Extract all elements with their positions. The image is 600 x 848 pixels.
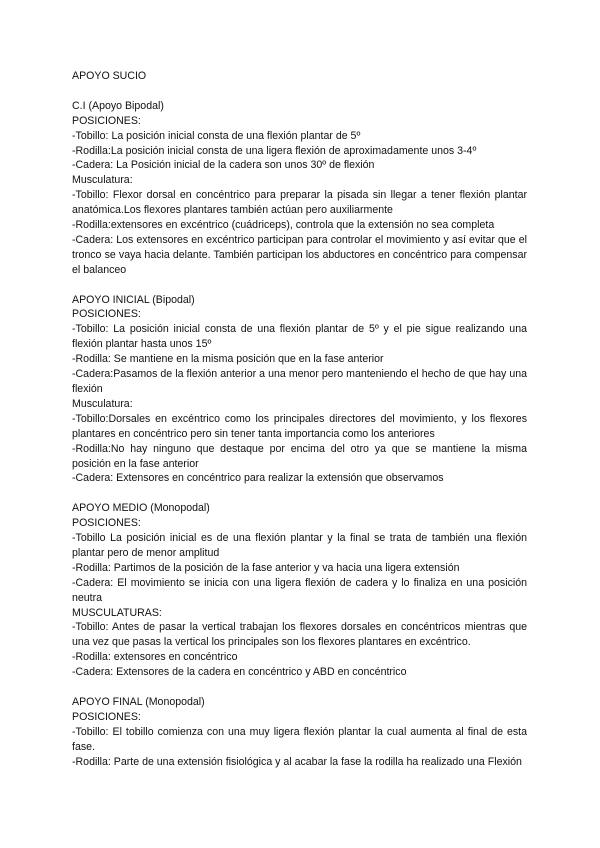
positions-label: POSICIONES: xyxy=(72,308,141,321)
position-item: -Tobillo: El tobillo comienza con una muy ligera flexión plantar la cual aumenta al final de esta fase. xyxy=(72,725,527,753)
section-heading: APOYO INICIAL (Bipodal) xyxy=(72,293,195,306)
muscle-item: -Tobillo:Dorsales en excéntrico como los principales directores del movimiento, y los flexores plantares en concéntrico pero sin tener tanta importancia como los anteriores xyxy=(72,412,527,440)
position-item: -Rodilla: Parte de una extensión fisiológica y al acabar la fase la rodilla ha realizado una Flexión xyxy=(72,755,522,768)
muscles-label: MUSCULATURAS: xyxy=(72,606,162,619)
muscle-item: -Rodilla:extensores en excéntrico (cuádriceps), controla que la extensión no sea completa xyxy=(72,219,495,232)
position-item: -Rodilla:La posición inicial consta de una ligera flexión de aproximadamente unos 3-4º xyxy=(72,144,477,157)
position-item: -Cadera: El movimiento se inicia con una ligera flexión de cadera y lo finaliza en una posición neutra xyxy=(72,576,527,604)
muscle-item: -Rodilla: extensores en concéntrico xyxy=(72,651,238,664)
section-heading: APOYO FINAL (Monopodal) xyxy=(72,696,205,708)
document-title: APOYO SUCIO xyxy=(72,70,147,82)
muscle-item: -Cadera: Los extensores en excéntrico participan para controlar el movimiento y así evitar que el tronco se vaya hacia delante. También participan los abductores en concéntrico para compensar el balanceo xyxy=(72,233,527,276)
positions-label: POSICIONES: xyxy=(72,710,141,723)
muscle-item: -Tobillo: Antes de pasar la vertical trabajan los flexores dorsales en concéntricos mientras que una vez que pasas la vertical los principales son los flexores plantares en excéntrico. xyxy=(72,621,527,649)
section-heading: C.I (Apoyo Bipodal) xyxy=(72,99,164,112)
position-item: -Tobillo: La posición inicial consta de una flexión plantar de 5º xyxy=(72,129,361,142)
section-apoyo-inicial xyxy=(72,293,527,487)
position-item: -Tobillo: La posición inicial consta de una flexión plantar de 5º y el pie sigue realizando una flexión plantar hasta unos 15º xyxy=(72,323,527,351)
muscle-item: -Rodilla:No hay ninguno que destaque por encima del otro ya que se mantiene la misma posición en la fase anterior xyxy=(72,442,527,470)
position-item: -Rodilla: Se mantiene en la misma posición que en la fase anterior xyxy=(72,353,384,366)
position-item: -Cadera:Pasamos de la flexión anterior a una menor pero manteniendo el hecho de que hay una flexión xyxy=(72,368,527,395)
section-apoyo-medio xyxy=(72,501,527,680)
muscle-item: -Cadera: Extensores de la cadera en concéntrico y ABD en concéntrico xyxy=(72,666,407,679)
positions-label: POSICIONES: xyxy=(72,517,141,530)
position-item: -Rodilla: Partimos de la posición de la fase anterior y va hacia una ligera extensión xyxy=(72,561,460,574)
position-item: -Cadera: La Posición inicial de la cadera son unos 30º de flexión xyxy=(72,159,375,172)
document-page xyxy=(72,69,527,770)
section-heading: APOYO MEDIO (Monopodal) xyxy=(72,502,210,515)
muscles-label: Musculatura: xyxy=(72,174,133,187)
muscle-item: -Tobillo: Flexor dorsal en concéntrico para preparar la pisada sin llegar a tener flexión plantar anatómica.Los flexores plantares también actúan pero auxiliarmente xyxy=(72,189,527,217)
section-apoyo-final xyxy=(72,695,527,770)
section-contacto-inicial xyxy=(72,99,527,278)
position-item: -Tobillo La posición inicial es de una flexión plantar y la final se trata de también una flexión plantar pero de menor amplitud xyxy=(72,532,527,559)
muscles-label: Musculatura: xyxy=(72,397,133,410)
muscle-item: -Cadera: Extensores en concéntrico para realizar la extensión que observamos xyxy=(72,472,444,485)
positions-label: POSICIONES: xyxy=(72,114,141,127)
